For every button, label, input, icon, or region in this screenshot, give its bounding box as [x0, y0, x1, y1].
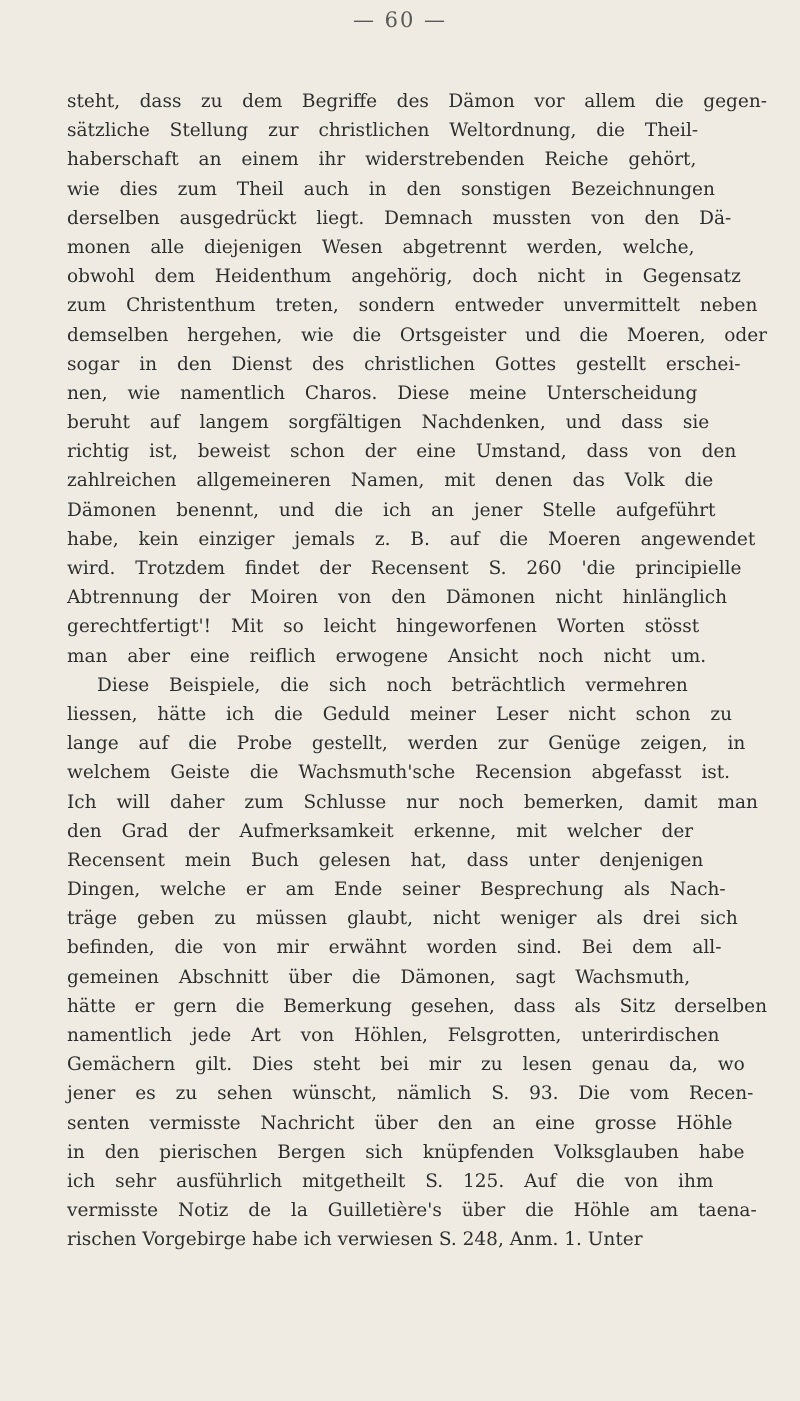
page-number: — 60 —: [352, 8, 448, 32]
text-line: Dingen, welche er am Ende seiner Besprechung als Nach-: [67, 879, 726, 901]
text-line: man aber eine reiflich erwogene Ansicht noch nicht um.: [67, 645, 707, 667]
text-line: in den pierischen Bergen sich knüpfenden Volksglauben habe: [67, 1141, 745, 1163]
text-line: zum Christenthum treten, sondern entweder unvermittelt neben: [67, 295, 758, 317]
text-line: lange auf die Probe gestellt, werden zur Genüge zeigen, in: [67, 733, 746, 755]
text-line: steht, dass zu dem Begriffe des Dämon vor allem die gegen-: [67, 91, 767, 112]
text-line: welchem Geiste die Wachsmuth'sche Recension abgefasst ist.: [67, 762, 731, 784]
text-line: senten vermisste Nachricht über den an eine grosse Höhle: [67, 1112, 733, 1134]
text-line: obwohl dem Heidenthum angehörig, doch nicht in Gegensatz: [67, 266, 741, 288]
text-line: richtig ist, beweist schon der eine Umstand, dass von den: [67, 441, 737, 463]
text-line: träge geben zu müssen glaubt, nicht weniger als drei sich: [67, 908, 738, 930]
text-line: nen, wie namentlich Charos. Diese meine Unterscheidung: [67, 382, 698, 404]
text-line: sätzliche Stellung zur christlichen Weltordnung, die Theil-: [67, 120, 699, 142]
paragraph-start-line: Diese Beispiele, die sich noch beträchtlich vermehren: [97, 674, 688, 696]
text-line: wie dies zum Theil auch in den sonstigen Bezeichnungen: [67, 178, 715, 200]
text-line: jener es zu sehen wünscht, nämlich S. 93. Die vom Recen-: [67, 1083, 754, 1105]
text-line: zahlreichen allgemeineren Namen, mit denen das Volk die: [67, 470, 714, 492]
text-line: monen alle diejenigen Wesen abgetrennt werden, welche,: [67, 236, 695, 258]
text-line: Gemächern gilt. Dies steht bei mir zu lesen genau da, wo: [67, 1054, 745, 1076]
text-line: wird. Trotzdem findet der Recensent S. 260 'die principielle: [67, 558, 742, 579]
text-line: vermisste Notiz de la Guilletière's über die Höhle am taena-: [67, 1200, 757, 1222]
text-line: rischen Vorgebirge habe ich verwiesen S. 248, Anm. 1. Unter: [67, 1229, 643, 1251]
text-line: habe, kein einziger jemals z. B. auf die Moeren angewendet: [67, 528, 756, 550]
text-line: sogar in den Dienst des christlichen Gottes gestellt erschei-: [67, 353, 741, 375]
body-text: [67, 87, 767, 1255]
text-line: den Grad der Aufmerksamkeit erkenne, mit welcher der: [67, 820, 694, 842]
text-line: hätte er gern die Bemerkung gesehen, dass als Sitz derselben: [67, 995, 767, 1017]
text-line: demselben hergehen, wie die Ortsgeister und die Moeren, oder: [67, 324, 767, 346]
text-line: beruht auf langem sorgfältigen Nachdenken, und dass sie: [67, 412, 710, 434]
text-line: liessen, hätte ich die Geduld meiner Leser nicht schon zu: [67, 703, 733, 725]
text-line: gerechtfertigt'! Mit so leicht hingeworfenen Worten stösst: [67, 616, 700, 638]
text-line: gemeinen Abschnitt über die Dämonen, sagt Wachsmuth,: [67, 966, 691, 988]
text-line: Recensent mein Buch gelesen hat, dass unter denjenigen: [67, 849, 704, 871]
text-line: ich sehr ausführlich mitgetheilt S. 125. Auf die von ihm: [67, 1170, 714, 1192]
text-line: derselben ausgedrückt liegt. Demnach mussten von den Dä-: [67, 207, 732, 229]
text-line: Dämonen benennt, und die ich an jener Stelle aufgeführt: [67, 499, 716, 521]
text-line: Abtrennung der Moiren von den Dämonen nicht hinlänglich: [67, 587, 728, 609]
text-line: namentlich jede Art von Höhlen, Felsgrotten, unterirdischen: [67, 1025, 720, 1046]
text-line: befinden, die von mir erwähnt worden sind. Bei dem all-: [67, 937, 722, 959]
text-line: haberschaft an einem ihr widerstrebenden Reiche gehört,: [67, 149, 697, 171]
text-line: Ich will daher zum Schlusse nur noch bemerken, damit man: [67, 791, 758, 813]
